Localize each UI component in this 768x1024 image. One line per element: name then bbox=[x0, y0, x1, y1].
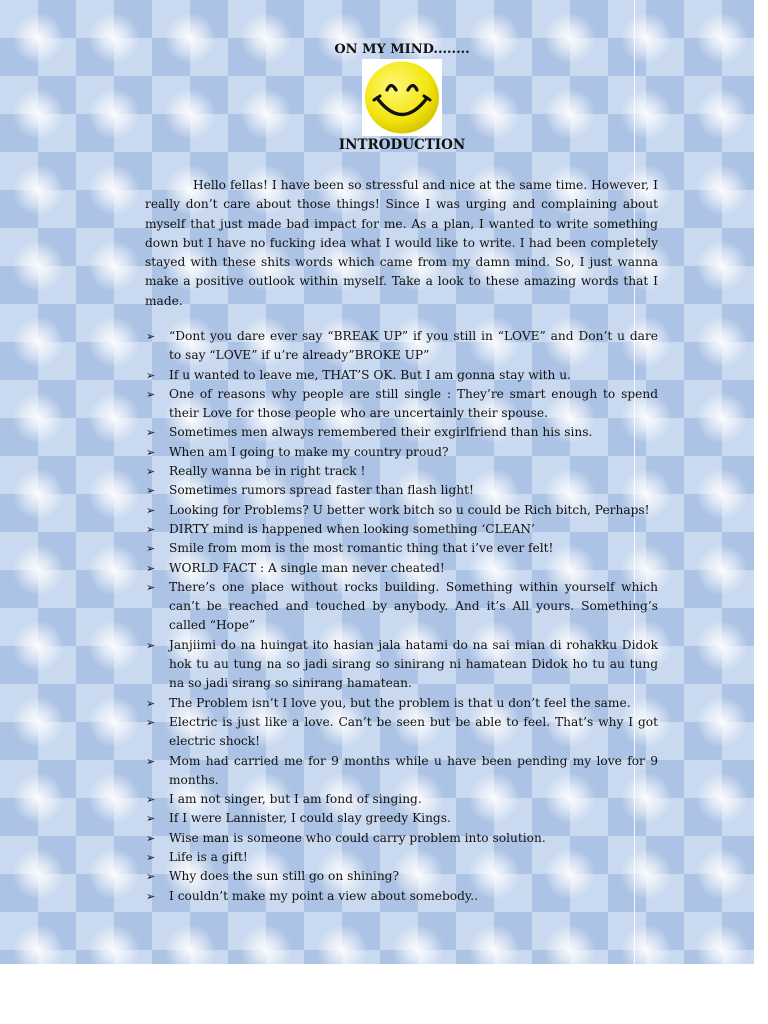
arrow-bullet-icon: ➢ bbox=[146, 542, 156, 556]
list-item bbox=[145, 752, 658, 791]
list-item-text: There’s one place without rocks building. Something within yourself which can’t be reached and touched by anybody. And it’s All yours. Something’s called “Hope” bbox=[169, 579, 658, 633]
list-item-text: Life is a gift! bbox=[169, 850, 248, 865]
list-item bbox=[145, 520, 658, 539]
arrow-bullet-icon: ➢ bbox=[146, 831, 156, 845]
list-item bbox=[145, 713, 658, 752]
document-title: ON MY MIND........ bbox=[334, 42, 470, 57]
list-item bbox=[145, 462, 658, 481]
list-item-text: Mom had carried me for 9 months while u have been pending my love for 9 months. bbox=[169, 753, 658, 787]
list-item bbox=[145, 636, 658, 694]
list-item bbox=[145, 423, 658, 442]
arrow-bullet-icon: ➢ bbox=[146, 851, 156, 865]
list-item-text: I am not singer, but I am fond of singing. bbox=[169, 792, 422, 807]
list-item-text: Electric is just like a love. Can’t be seen but be able to feel. That’s why I got electric shock! bbox=[169, 714, 658, 749]
list-item bbox=[145, 481, 658, 500]
list-item bbox=[145, 443, 658, 462]
arrow-bullet-icon: ➢ bbox=[146, 793, 156, 807]
arrow-bullet-icon: ➢ bbox=[146, 503, 156, 517]
list-item-text: Really wanna be in right track ! bbox=[169, 464, 366, 479]
arrow-bullet-icon: ➢ bbox=[146, 522, 156, 536]
list-item-text: Janjiimi do na huingat ito hasian jala hatami do na sai mian di rohakku Didok hok tu au tung na so jadi sirang so sinirang ni hamatean Didok ho tu au tung na so jadi sirang so sinirang hamatean. bbox=[169, 637, 658, 691]
arrow-bullet-icon: ➢ bbox=[146, 445, 156, 459]
list-item-text: If u wanted to leave me, THAT’S OK. But I am gonna stay with u. bbox=[169, 367, 571, 382]
list-item bbox=[145, 790, 658, 809]
arrow-bullet-icon: ➢ bbox=[146, 638, 156, 652]
list-item-text: If I were Lannister, I could slay greedy Kings. bbox=[169, 811, 451, 826]
arrow-bullet-icon: ➢ bbox=[146, 696, 156, 710]
arrow-bullet-icon: ➢ bbox=[146, 484, 156, 498]
introduction-paragraph bbox=[145, 176, 658, 311]
introduction-heading: INTRODUCTION bbox=[338, 137, 466, 153]
paragraph-text: Hello fellas! I have been so stressful and nice at the same time. However, I really don’t care about those things! Since I was urging and complaining about myself that just made bad impact for me. As a plan, I wanted to write something down but I have no fucking idea what I would like to write. I had been completely stayed with these shits words which came from my damn mind. So, I just wanna make a positive outlook within myself. Take a look to these amazing words that I made. bbox=[145, 178, 658, 308]
list-item-text: Wise man is someone who could carry problem into solution. bbox=[169, 830, 546, 845]
list-item bbox=[145, 867, 658, 886]
list-item-text: “Dont you dare ever say “BREAK UP” if you still in “LOVE” and Don’t u dare to say “LOVE” if u’re already”BROKE UP” bbox=[169, 329, 658, 363]
arrow-bullet-icon: ➢ bbox=[146, 330, 156, 343]
list-item-text: Looking for Problems? U better work bitch so u could be Rich bitch, Perhaps! bbox=[169, 502, 650, 517]
arrow-bullet-icon: ➢ bbox=[146, 812, 156, 826]
list-item-text: I couldn’t make my point a view about somebody.. bbox=[169, 888, 478, 903]
list-item-text: One of reasons why people are still single : They’re smart enough to spend their Love for those people who are uncertainly their spouse. bbox=[169, 386, 658, 421]
arrow-bullet-icon: ➢ bbox=[146, 387, 156, 401]
arrow-bullet-icon: ➢ bbox=[146, 561, 156, 575]
arrow-bullet-icon: ➢ bbox=[146, 368, 156, 382]
list-item bbox=[145, 829, 658, 848]
list-item bbox=[145, 501, 658, 520]
arrow-bullet-icon: ➢ bbox=[146, 754, 156, 768]
list-item bbox=[145, 539, 658, 558]
list-item bbox=[145, 887, 658, 906]
list-item-text: WORLD FACT : A single man never cheated! bbox=[169, 560, 445, 575]
list-item-text: Smile from mom is the most romantic thing that i’ve ever felt! bbox=[169, 541, 554, 556]
list-item bbox=[145, 366, 658, 385]
list-item-text: DIRTY mind is happened when looking something ‘CLEAN’ bbox=[169, 521, 535, 536]
list-item-text: The Problem isn’t I love you, but the problem is that u don’t feel the same. bbox=[169, 695, 631, 710]
list-item-text: Sometimes rumors spread faster than flash light! bbox=[169, 483, 474, 498]
arrow-bullet-icon: ➢ bbox=[146, 715, 156, 729]
list-item bbox=[145, 694, 658, 713]
smiley-face-icon bbox=[362, 59, 442, 136]
quote-list bbox=[145, 327, 658, 906]
list-item bbox=[145, 848, 658, 867]
list-item bbox=[145, 809, 658, 828]
list-item-text: When am I going to make my country proud? bbox=[169, 444, 449, 459]
list-item bbox=[145, 578, 658, 636]
arrow-bullet-icon: ➢ bbox=[146, 870, 156, 884]
list-item bbox=[145, 559, 658, 578]
arrow-bullet-icon: ➢ bbox=[146, 889, 156, 903]
arrow-bullet-icon: ➢ bbox=[146, 580, 156, 594]
list-item-text: Why does the sun still go on shining? bbox=[169, 869, 400, 884]
list-item bbox=[145, 385, 658, 424]
list-item-text: Sometimes men always remembered their exgirlfriend than his sins. bbox=[169, 425, 593, 440]
arrow-bullet-icon: ➢ bbox=[146, 426, 156, 440]
arrow-bullet-icon: ➢ bbox=[146, 465, 156, 479]
list-item bbox=[145, 327, 658, 366]
